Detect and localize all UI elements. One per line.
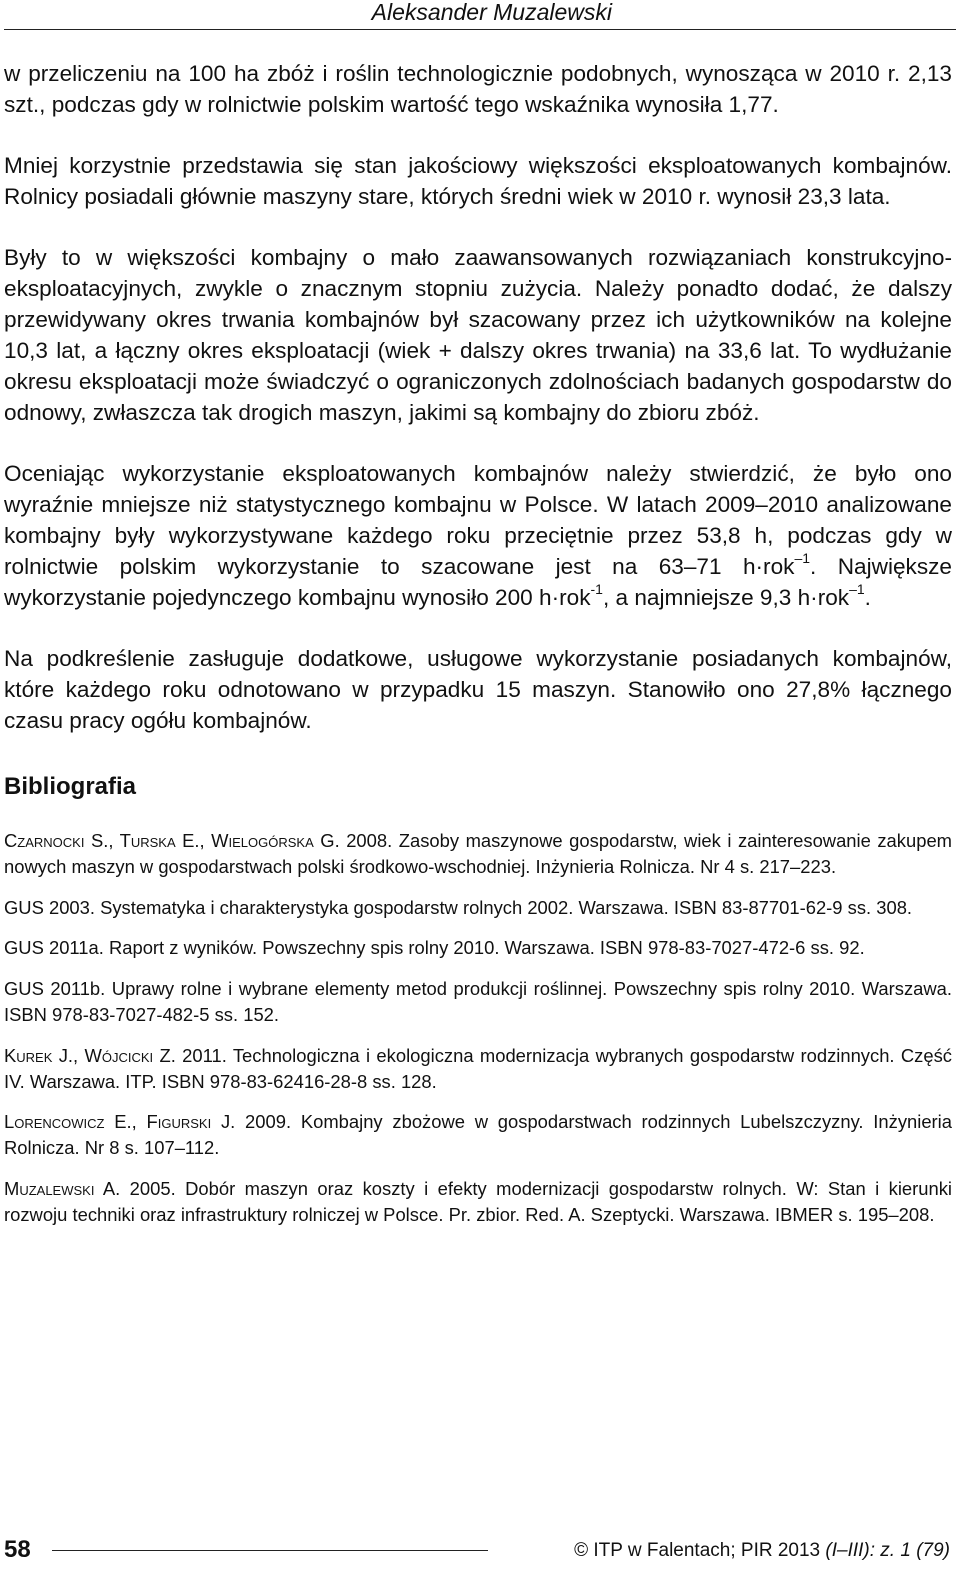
reference-text: Technologiczna i ekologiczna modernizacja wybranych gospodarstw rodzinnych. Część IV. Warszawa. ITP. ISBN 978-83-62416-28-8 ss. 128. xyxy=(4,1044,952,1092)
reference-text: Dobór maszyn oraz koszty i efekty modernizacji gospodarstw rolnych. W: Stan i kierunki rozwoju techniki oraz infrastruktury rolniczej w Polsce. Pr. zbior. Red. A. Szeptycki. Warszawa. IBMER s. 195–208. xyxy=(4,1177,953,1225)
paragraph-3: Były to w większości kombajny o mało zaawansowanych rozwiązaniach konstrukcyjno-eksploatacyjnych, zwykle o znacznym stopniu zużycia. Należy ponadto dodać, że dalszy przewidywany okres trwania kombajnów był szacowany przez ich użytkowników na kolejne 10,3 lat, a łączny okres eksploatacji (wiek + dalszy okres trwania) na 33,6 lat. To wydłużanie okresu eksploatacji może świadczyć o ograniczonych zdolnościach badanych gospodarstw do odnowy, zwłaszcza tak drogich maszyn, jakimi są kombajny do zbioru zbóż. xyxy=(4,245,952,425)
header-rule xyxy=(4,29,956,30)
paragraph-4-part-c: , a najmniejsze 9,3 h·rok xyxy=(602,585,850,610)
paragraph-5: Na podkreślenie zasługuje dodatkowe, usługowe wykorzystanie posiadanych kombajnów, które każdego roku odnotowano w przypadku 15 maszyn. Stanowiło ono 27,8% łącznego czasu pracy ogółu kombajnów. xyxy=(4,646,952,733)
paragraph-4-part-b: . Największe wykorzystanie pojedynczego kombajnu wynosiło 200 h·rok xyxy=(4,554,952,610)
running-head-author: Aleksander Muzalewski xyxy=(371,0,612,25)
reference-text: Zasoby maszynowe gospodarstw, wiek i zainteresowanie zakupem nowych maszyn w gospodarstwach polski środkowo-wschodniej. Inżynieria Rolnicza. Nr 4 s. 217–223. xyxy=(4,830,952,877)
paragraph-1: w przeliczeniu na 100 ha zbóż i roślin technologicznie podobnych, wynosząca w 2010 r. 2,13 szt., podczas gdy w rolnictwie polskim wartość tego wskaźnika wynosiła 1,77. xyxy=(4,61,952,117)
reference-text: GUS 2003. Systematyka i charakterystyka gospodarstw rolnych 2002. Warszawa. ISBN 83-87701-62-9 ss. 308. xyxy=(4,896,913,918)
reference-item xyxy=(4,935,952,961)
journal-issue: (I–III): z. 1 (79) xyxy=(825,1540,950,1561)
superscript-1: –1 xyxy=(794,549,811,566)
page-footer xyxy=(0,1532,960,1572)
reference-item xyxy=(4,976,952,1028)
superscript-2: -1 xyxy=(590,580,603,597)
journal-name: © ITP w Falentach; PIR 2013 xyxy=(574,1540,826,1561)
main-content xyxy=(4,58,952,1243)
paragraph-4 xyxy=(4,458,952,613)
reference-authors: Muzalewski A. 2005. xyxy=(4,1177,176,1199)
bibliography-list xyxy=(4,828,952,1228)
paragraph-4-part-a: Oceniając wykorzystanie eksploatowanych kombajnów należy stwierdzić, że było ono wyraźnie mniejsze niż statystycznego kombajnu w Polsce. W latach 2009–2010 analizowane kombajny były wykorzystywane każdego roku przeciętnie przez 53,8 h, podczas gdy w rolnictwie polskim wykorzystanie to szacowane jest na 63–71 h·rok xyxy=(4,461,952,579)
reference-item xyxy=(4,1043,952,1095)
reference-text: GUS 2011a. Raport z wyników. Powszechny spis rolny 2010. Warszawa. ISBN 978-83-7027-472-6 ss. 92. xyxy=(4,937,865,959)
footer-rule xyxy=(52,1550,488,1551)
reference-item xyxy=(4,895,952,921)
superscript-3: –1 xyxy=(849,580,865,597)
page-number: 58 xyxy=(4,1536,31,1563)
reference-text: GUS 2011b. Uprawy rolne i wybrane elementy metod produkcji roślinnej. Powszechny spis rolny 2010. Warszawa. ISBN 978-83-7027-482-5 ss. 152. xyxy=(4,978,952,1025)
reference-authors: Kurek J., Wójcicki Z. 2011. xyxy=(4,1044,227,1066)
reference-item xyxy=(4,1109,952,1161)
journal-citation xyxy=(574,1538,950,1564)
reference-authors: Lorencowicz E., Figurski J. 2009. xyxy=(4,1111,292,1133)
bibliography-heading: Bibliografia xyxy=(4,773,137,800)
reference-authors: Czarnocki S., Turska E., Wielogórska G. 2008. xyxy=(4,830,393,851)
reference-item xyxy=(4,1176,952,1228)
paragraph-2: Mniej korzystnie przedstawia się stan jakościowy większości eksploatowanych kombajnów. Rolnicy posiadali głównie maszyny stare, których średni wiek w 2010 r. wynosił 23,3 lata. xyxy=(4,153,952,209)
reference-item xyxy=(4,828,952,880)
reference-text: Kombajny zbożowe w gospodarstwach rodzinnych Lubelszczyzny. Inżynieria Rolnicza. Nr 8 s. 107–112. xyxy=(4,1111,952,1159)
page-header xyxy=(0,0,960,30)
paragraph-4-part-d: . xyxy=(864,585,871,610)
